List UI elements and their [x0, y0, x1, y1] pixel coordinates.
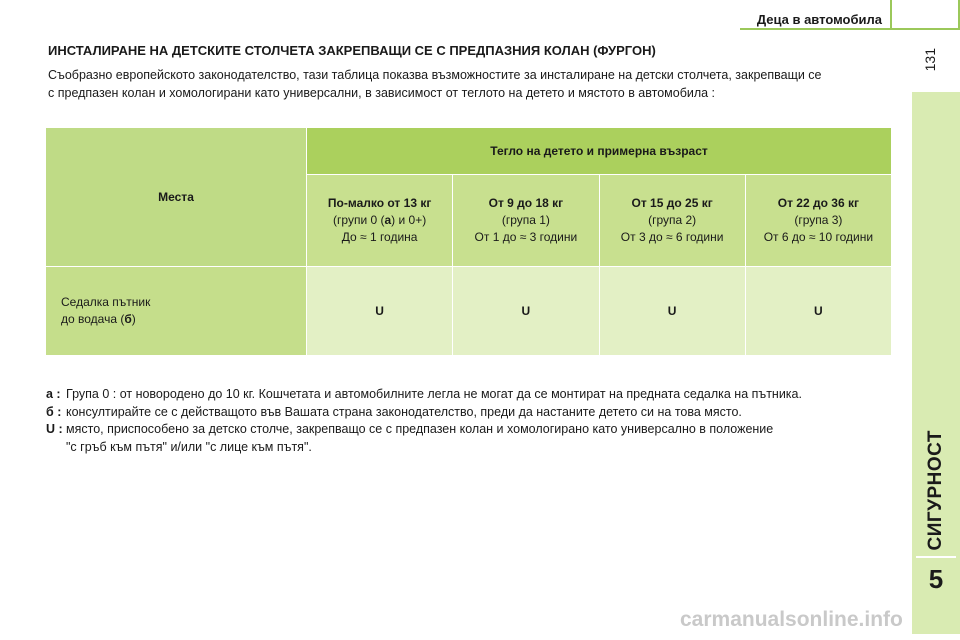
group-header: По-малко от 13 кг (групи 0 (а) и 0+) До ≈ 1 година	[307, 175, 453, 267]
value-cell: U	[307, 267, 453, 356]
value-cell: U	[599, 267, 745, 356]
footnote-key: U :	[46, 422, 63, 436]
footnote-text: Група 0 : от новородено до 10 кг. Кошчетата и автомобилните легла не могат да се монтират на предната седалка на пътника.	[66, 387, 802, 401]
chapter-number: 5	[928, 564, 944, 594]
intro-line: Съобразно европейското законодателство, тази таблица показва възможностите за инсталиране на детски столчета, закрепващи се	[48, 68, 822, 82]
footnote-key: а :	[46, 387, 61, 401]
page-number: 131	[922, 48, 938, 72]
header-rule-divider	[890, 0, 892, 30]
footnote-text: консултирайте се с действащото във Вашата страна законодателство, преди да настаните детето си на това място.	[66, 404, 742, 419]
intro-line: с предпазен колан и хомологирани като универсални, в зависимост от теглото на детето и мястото в автомобила :	[48, 86, 716, 100]
section-title: Деца в автомобила	[756, 12, 882, 27]
footnotes	[46, 386, 896, 456]
chapter-divider	[916, 556, 956, 558]
seat-name-cell: Седалка пътник до водача (б)	[46, 267, 307, 356]
page-title: ИНСТАЛИРАНЕ НА ДЕТСКИТЕ СТОЛЧЕТА ЗАКРЕПВАЩИ СЕ С ПРЕДПАЗНИЯ КОЛАН (ФУРГОН)	[48, 43, 656, 58]
footnote	[46, 421, 896, 456]
chapter-side-tab	[912, 92, 960, 634]
group-header: От 22 до 36 кг (група 3) От 6 до ≈ 10 години	[745, 175, 891, 267]
chapter-label: СИГУРНОСТ	[925, 429, 946, 551]
seats-header: Места	[46, 128, 307, 267]
child-seat-table	[45, 127, 892, 356]
group-header: От 15 до 25 кг (група 2) От 3 до ≈ 6 години	[599, 175, 745, 267]
intro-paragraph	[48, 66, 893, 102]
footnote-key: б :	[46, 404, 62, 419]
value-cell: U	[745, 267, 891, 356]
footnote	[46, 404, 896, 422]
group-header: От 9 до 18 кг (група 1) От 1 до ≈ 3 години	[453, 175, 599, 267]
value-cell: U	[453, 267, 599, 356]
weight-header: Тегло на детето и примерна възраст	[307, 128, 892, 175]
watermark: carmanualsonline.info	[680, 608, 903, 631]
footnote	[46, 386, 896, 404]
footnote-text: място, приспособено за детско столче, закрепващо се с предпазен колан и хомологирано като универсално в положение "с гръб към пътя" и/или "с лице към пътя".	[66, 422, 774, 454]
